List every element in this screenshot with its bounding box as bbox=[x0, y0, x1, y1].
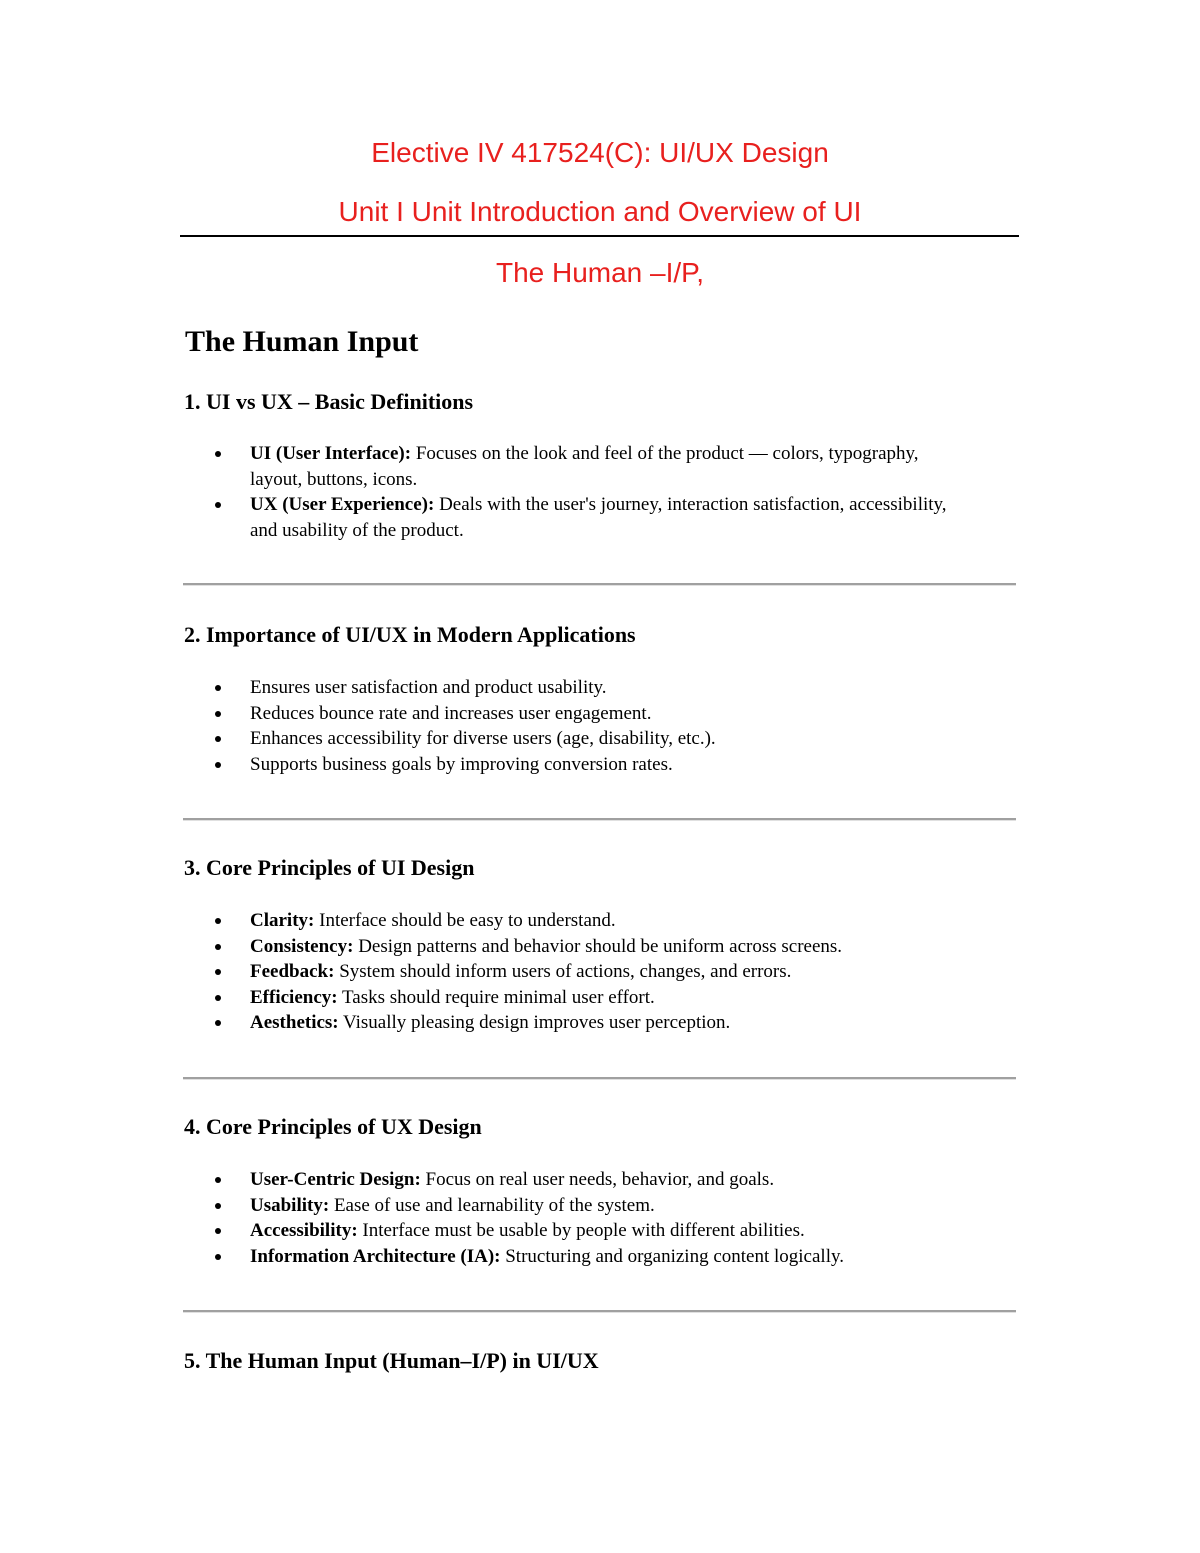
topic-title: The Human –I/P, bbox=[495, 257, 705, 288]
section-1-list bbox=[210, 441, 970, 543]
item-text: Ease of use and learnability of the system. bbox=[329, 1194, 655, 1216]
item-text: Tasks should require minimal user effort. bbox=[337, 986, 655, 1008]
section-heading-ui-vs-ux: 1. UI vs UX – Basic Definitions bbox=[184, 389, 474, 414]
section-divider bbox=[183, 583, 1016, 586]
list-item bbox=[210, 1218, 990, 1244]
item-text: Supports business goals by improving conversion rates. bbox=[250, 753, 673, 775]
bullet-icon bbox=[215, 995, 221, 1001]
item-text: Enhances accessibility for diverse users (age, disability, etc.). bbox=[250, 728, 716, 749]
item-term: UI (User Interface): bbox=[250, 443, 412, 464]
section-heading-ux-principles: 4. Core Principles of UX Design bbox=[184, 1114, 482, 1139]
list-item bbox=[210, 752, 990, 778]
bullet-icon bbox=[215, 762, 221, 768]
bullet-icon bbox=[215, 502, 221, 508]
section-4-list bbox=[210, 1167, 990, 1269]
list-item bbox=[210, 492, 970, 543]
item-text: Structuring and organizing content logically. bbox=[500, 1245, 844, 1267]
item-term: User-Centric Design: bbox=[250, 1169, 421, 1190]
bullet-icon bbox=[215, 1020, 221, 1026]
list-item bbox=[210, 985, 990, 1011]
item-text: Focus on real user needs, behavior, and goals. bbox=[420, 1169, 775, 1190]
page-title: The Human Input bbox=[185, 325, 419, 358]
section-heading-importance: 2. Importance of UI/UX in Modern Applications bbox=[184, 622, 636, 647]
section-3-list bbox=[210, 908, 990, 1036]
bullet-icon bbox=[215, 451, 221, 457]
item-text: Interface must be usable by people with different abilities. bbox=[357, 1220, 805, 1241]
item-term: Consistency: bbox=[250, 935, 354, 957]
bullet-icon bbox=[215, 918, 221, 924]
item-text: System should inform users of actions, changes, and errors. bbox=[334, 961, 792, 982]
item-term: UX (User Experience): bbox=[250, 494, 435, 515]
bullet-icon bbox=[215, 1203, 221, 1209]
list-item bbox=[210, 1244, 990, 1270]
list-item bbox=[210, 701, 990, 727]
section-2-list bbox=[210, 675, 990, 777]
item-text: Visually pleasing design improves user perception. bbox=[338, 1012, 731, 1033]
list-item bbox=[210, 675, 990, 701]
list-item bbox=[210, 1167, 990, 1193]
item-text: Reduces bounce rate and increases user engagement. bbox=[250, 702, 652, 724]
item-term: Feedback: bbox=[250, 961, 335, 982]
section-divider bbox=[183, 1310, 1016, 1313]
section-heading-ui-principles: 3. Core Principles of UI Design bbox=[184, 855, 475, 880]
bullet-icon bbox=[215, 736, 221, 742]
list-item bbox=[210, 1010, 990, 1036]
section-divider bbox=[183, 818, 1016, 821]
section-heading-human-input: 5. The Human Input (Human–I/P) in UI/UX bbox=[184, 1348, 599, 1373]
bullet-icon bbox=[215, 1254, 221, 1260]
bullet-icon bbox=[215, 1228, 221, 1234]
list-item bbox=[210, 908, 990, 934]
unit-title: Unit I Unit Introduction and Overview of UI bbox=[338, 196, 862, 227]
item-text: Deals with the user's journey, interaction satisfaction, accessibility, and usability of the product. bbox=[250, 494, 947, 541]
bullet-icon bbox=[215, 944, 221, 950]
bullet-icon bbox=[215, 711, 221, 717]
list-item bbox=[210, 934, 990, 960]
course-title: Elective IV 417524(C): UI/UX Design bbox=[371, 137, 829, 168]
item-text: Ensures user satisfaction and product usability. bbox=[250, 677, 607, 698]
item-term: Usability: bbox=[250, 1194, 330, 1216]
bullet-icon bbox=[215, 685, 221, 691]
list-item bbox=[210, 441, 970, 492]
section-divider bbox=[183, 1077, 1016, 1080]
item-text: Design patterns and behavior should be uniform across screens. bbox=[353, 935, 843, 957]
item-term: Clarity: bbox=[250, 910, 315, 931]
list-item bbox=[210, 959, 990, 985]
item-text: Interface should be easy to understand. bbox=[314, 910, 616, 931]
header-rule bbox=[180, 235, 1019, 237]
list-item bbox=[210, 726, 990, 752]
item-term: Efficiency: bbox=[250, 986, 338, 1008]
list-item bbox=[210, 1193, 990, 1219]
item-text: Focuses on the look and feel of the product — colors, typography, layout, buttons, icons. bbox=[250, 443, 919, 490]
item-term: Accessibility: bbox=[250, 1220, 358, 1241]
item-term: Aesthetics: bbox=[250, 1012, 339, 1033]
item-term: Information Architecture (IA): bbox=[250, 1245, 501, 1267]
bullet-icon bbox=[215, 1177, 221, 1183]
bullet-icon bbox=[215, 969, 221, 975]
